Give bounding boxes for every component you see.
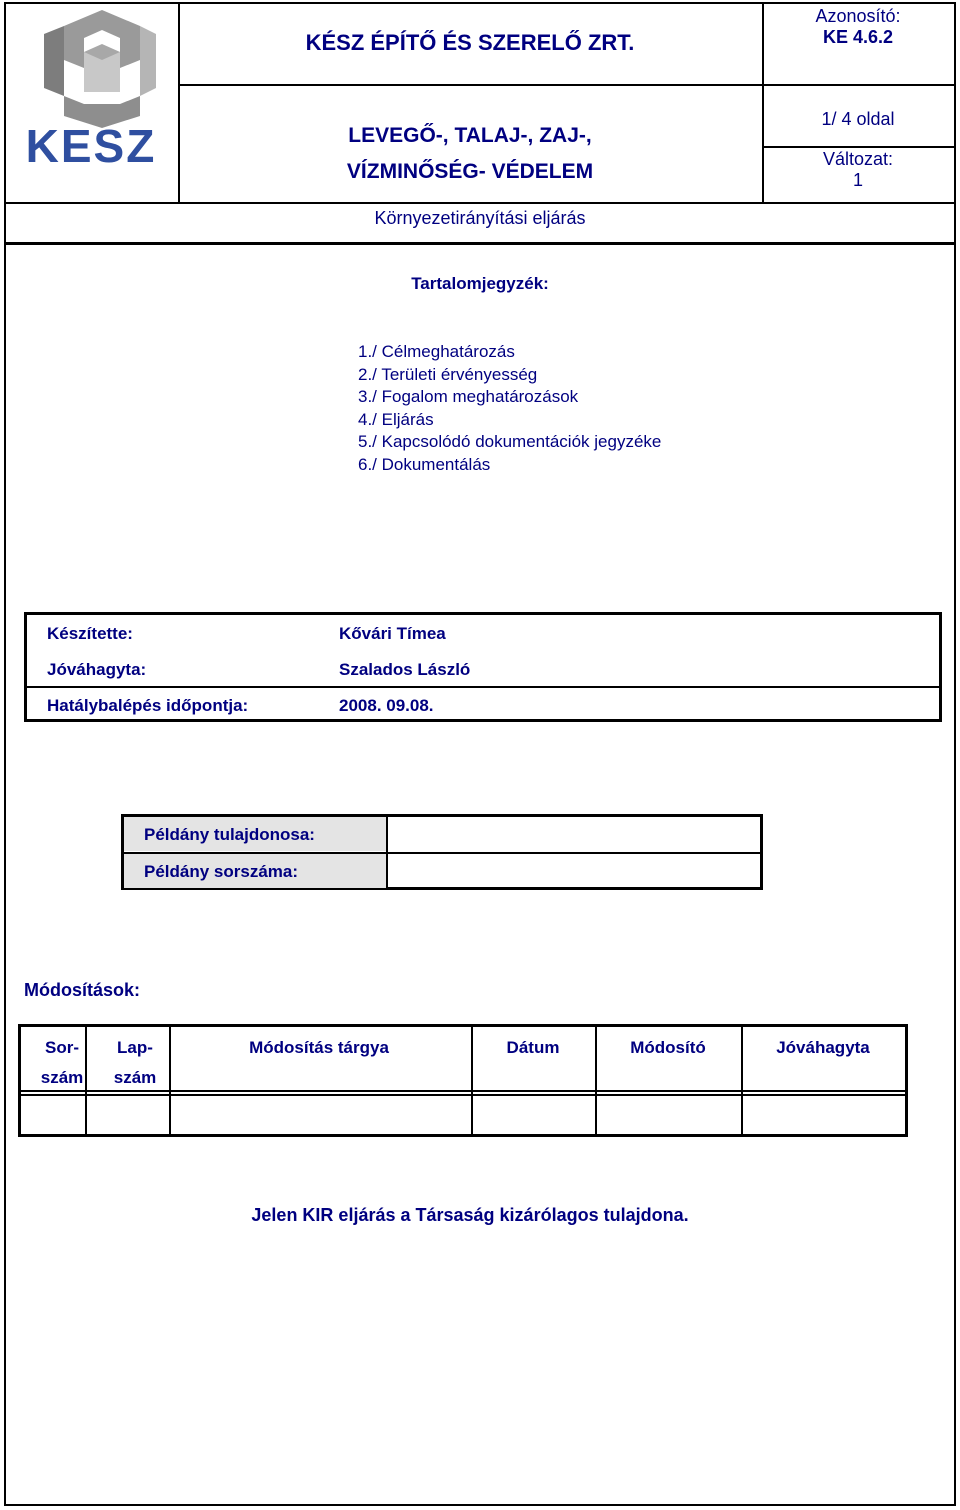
ownership-note: Jelen KIR eljárás a Társaság kizárólagos tulajdona. <box>251 1205 689 1225</box>
kesz-logo-graphic <box>6 4 176 202</box>
approval-row-effective <box>27 687 939 722</box>
prepared-by-value: Kővári Tímea <box>339 624 446 643</box>
col-header-modosito: Módosító <box>630 1038 706 1057</box>
version-value: 1 <box>852 170 863 190</box>
col-header-jovahagyta: Jóváhagyta <box>776 1038 870 1057</box>
toc-item: 5./ Kapcsolódó dokumentációk jegyzéke <box>358 432 662 452</box>
approved-by-label: Jóváhagyta: <box>47 660 147 679</box>
col-header-lapszam-1: Lap- <box>117 1038 153 1057</box>
identifier-value: KE 4.6.2 <box>822 27 894 47</box>
version-cell <box>762 149 954 191</box>
mods-col-sep <box>471 1027 473 1134</box>
toc-item: 3./ Fogalom meghatározások <box>358 387 579 407</box>
toc-list <box>358 341 661 477</box>
company-logo <box>6 4 176 202</box>
copy-owner-cell <box>124 817 386 851</box>
copy-table <box>121 814 763 890</box>
approved-by-value: Szalados László <box>339 660 471 679</box>
col-header-lapszam-2: szám <box>113 1068 157 1087</box>
modifications-title: Módosítások: <box>24 980 141 1000</box>
logo-text: KESZ <box>25 120 157 172</box>
mods-header-separator <box>21 1090 905 1092</box>
identifier-cell <box>762 6 954 48</box>
mods-header-separator-double <box>21 1094 905 1096</box>
toc-item: 1./ Célmeghatározás <box>358 342 515 361</box>
copy-number-label: Példány sorszáma: <box>144 862 299 881</box>
copy-table-hsep <box>124 852 760 854</box>
toc-item: 6./ Dokumentálás <box>358 454 491 474</box>
title-line-1: LEVEGŐ-, TALAJ-, ZAJ-, <box>348 124 592 147</box>
col-header-sorszam-1: Sor- <box>45 1038 79 1057</box>
copy-number-cell <box>124 854 386 888</box>
approval-row-approved <box>27 651 939 686</box>
col-header-targy: Módosítás tárgya <box>249 1038 389 1057</box>
mods-col-sep <box>169 1027 171 1134</box>
identifier-label: Azonosító: <box>815 6 901 26</box>
mods-col-sep <box>741 1027 743 1134</box>
page-count: 1/ 4 oldal <box>821 109 895 129</box>
mods-col-sep <box>85 1027 87 1134</box>
col-header-sorszam-2: szám <box>40 1068 84 1087</box>
toc-title: Tartalomjegyzék: <box>411 274 549 293</box>
col-header-datum: Dátum <box>506 1038 560 1057</box>
document-title <box>180 118 760 190</box>
approval-table <box>24 612 942 722</box>
company-name: KÉSZ ÉPÍTŐ ÉS SZERELŐ ZRT. <box>305 30 635 55</box>
header-right-divider <box>762 146 956 148</box>
header-bottom-border <box>4 242 956 245</box>
modifications-table <box>18 1024 908 1137</box>
mods-col-sep <box>595 1027 597 1134</box>
effective-date-value: 2008. 09.08. <box>339 696 434 715</box>
approval-row-prepared <box>27 615 939 650</box>
document-subheader: Környezetirányítási eljárás <box>374 208 586 228</box>
copy-owner-label: Példány tulajdonosa: <box>144 825 315 844</box>
toc-item: 4./ Eljárás <box>358 409 434 429</box>
prepared-by-label: Készítette: <box>47 624 133 643</box>
header-mid-divider <box>178 84 956 86</box>
title-line-2: VÍZMINŐSÉG- VÉDELEM <box>346 160 594 183</box>
version-label: Változat: <box>822 149 894 169</box>
toc-item: 2./ Területi érvényesség <box>358 364 538 384</box>
header-divider <box>4 202 956 204</box>
effective-date-label: Hatálybalépés időpontja: <box>47 696 249 715</box>
